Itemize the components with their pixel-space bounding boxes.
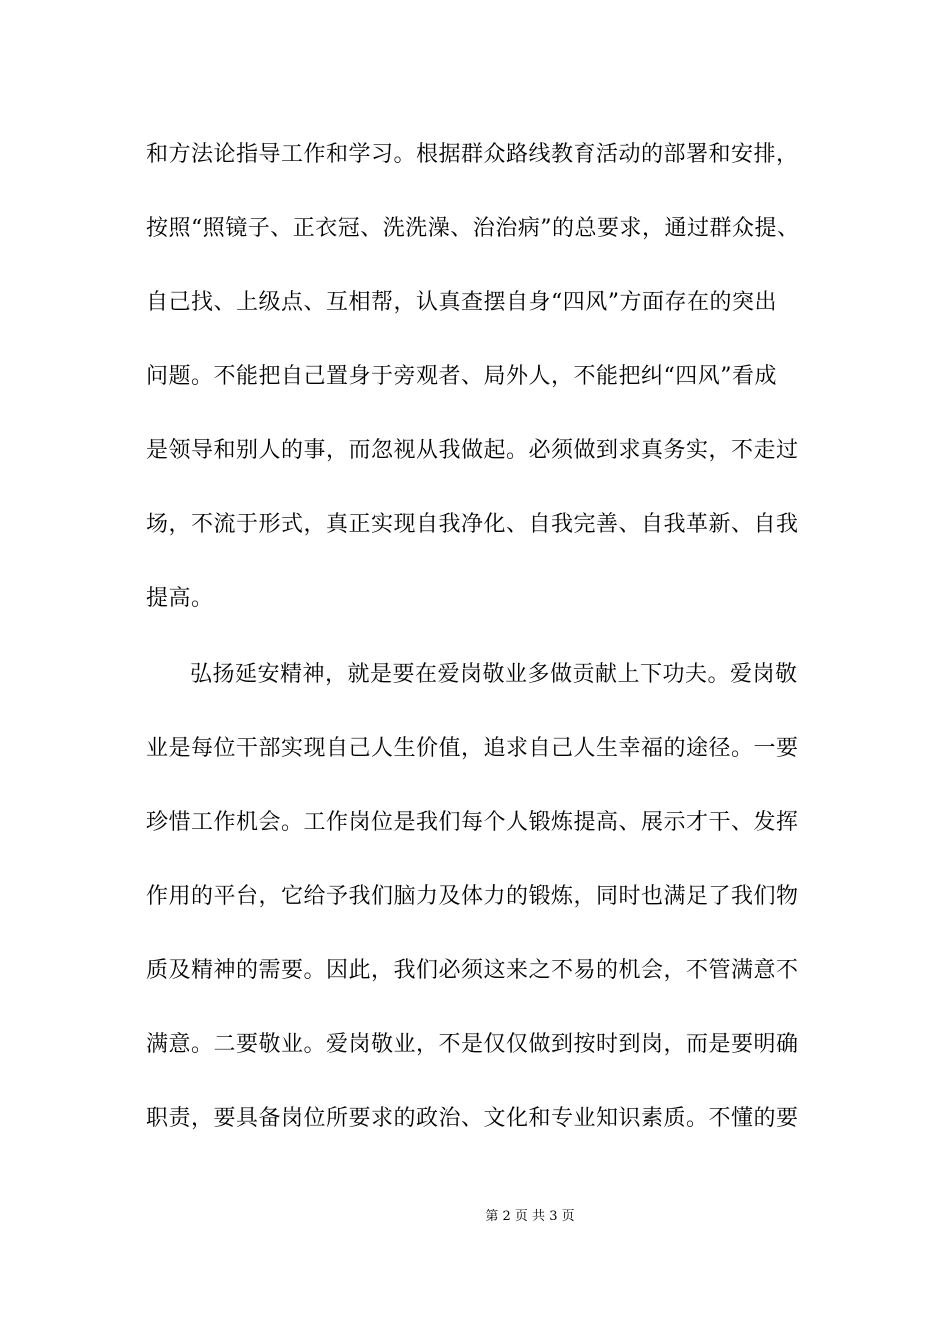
text-line: 按照“照镜子、正衣冠、洗洗澡、治治病”的总要求，通过群众提、 (146, 216, 800, 241)
text-line: 质及精神的需要。因此，我们必须这来之不易的机会，不管满意不 (146, 958, 799, 983)
text-line: 作用的平台，它给予我们脑力及体力的锻炼，同时也满足了我们物 (146, 884, 799, 909)
text-line: 职责，要具备岗位所要求的政治、文化和专业知识素质。不懂的要 (146, 1106, 799, 1131)
text-line: 满意。二要敬业。爱岗敬业，不是仅仅做到按时到岗，而是要明确 (146, 1032, 799, 1057)
paragraph-first-line: 弘扬延安精神，就是要在爱岗敬业多做贡献上下功夫。爱岗敬 (190, 662, 798, 687)
text-line: 业是每位干部实现自己人生价值，追求自己人生幸福的途径。一要 (146, 736, 799, 761)
text-line: 珍惜工作机会。工作岗位是我们每个人锻炼提高、展示才干、发挥 (146, 810, 799, 835)
text-line: 问题。不能把自己置身于旁观者、局外人，不能把纠“四风”看成 (146, 364, 777, 389)
text-line: 场，不流于形式，真正实现自我净化、自我完善、自我革新、自我 (146, 512, 799, 537)
text-line: 是领导和别人的事，而忽视从我做起。必须做到求真务实，不走过 (146, 438, 799, 463)
text-line: 自己找、上级点、互相帮，认真查摆自身“四风”方面存在的突出 (146, 290, 777, 315)
text-line: 和方法论指导工作和学习。根据群众路线教育活动的部署和安排， (146, 142, 799, 167)
page-number-footer: 第 2 页 共 3 页 (485, 1209, 575, 1224)
text-line: 提高。 (146, 586, 214, 611)
